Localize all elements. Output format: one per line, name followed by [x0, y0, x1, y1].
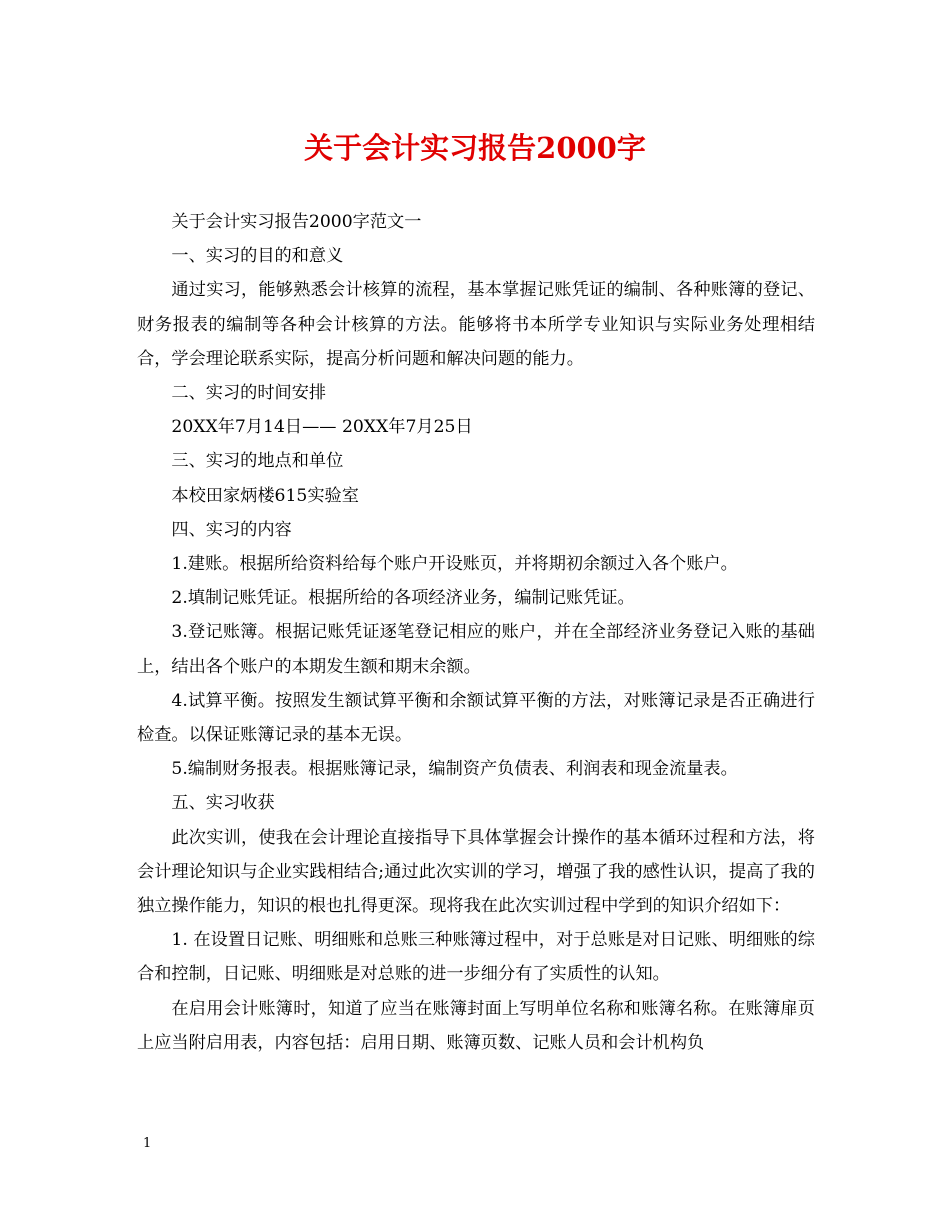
list-item: 1. 在设置日记账、明细账和总账三种账簿过程中，对于总账是对日记账、明细账的综合和控制，日记账、明细账是对总账的进一步细分有了实质性的认知。	[137, 930, 815, 985]
list-item: 2.填制记账凭证。根据所给的各项经济业务，编制记账凭证。	[171, 588, 635, 609]
section-heading: 一、实习的目的和意义	[171, 246, 344, 267]
document-body	[137, 205, 815, 1060]
paragraph: 20XX年7月14日—— 20XX年7月25日	[171, 417, 473, 438]
paragraph: 通过实习，能够熟悉会计核算的流程，基本掌握记账凭证的编制、各种账簿的登记、财务报表的编制等各种会计核算的方法。能够将书本所学专业知识与实际业务处理相结合，学会理论联系实际，提高分析问题和解决问题的能力。	[137, 280, 815, 369]
section-heading: 二、实习的时间安排	[171, 383, 327, 404]
page-number: 1	[143, 1136, 152, 1151]
section-heading: 五、实习收获	[171, 793, 275, 814]
section-heading: 四、实习的内容	[171, 519, 292, 540]
paragraph: 本校田家炳楼615实验室	[171, 485, 359, 506]
list-item: 4.试算平衡。按照发生额试算平衡和余额试算平衡的方法，对账簿记录是否正确进行检查。以保证账簿记录的基本无误。	[137, 690, 815, 746]
paragraph: 此次实训，使我在会计理论直接指导下具体掌握会计操作的基本循环过程和方法，将会计理论知识与企业实践相结合;通过此次实训的学习，增强了我的感性认识，提高了我的独立操作能力，知识的根也扎得更深。现将我在此次实训过程中学到的知识介绍如下：	[137, 827, 815, 917]
list-item: 3.登记账簿。根据记账凭证逐笔登记相应的账户，并在全部经济业务登记入账的基础上，结出各个账户的本期发生额和期末余额。	[137, 622, 815, 677]
paragraph: 在启用会计账簿时，知道了应当在账簿封面上写明单位名称和账簿名称。在账簿扉页上应当附启用表，内容包括：启用日期、账簿页数、记账人员和会计机构负	[137, 998, 815, 1053]
section-heading: 三、实习的地点和单位	[171, 451, 344, 472]
list-item: 1.建账。根据所给资料给每个账户开设账页，并将期初余额过入各个账户。	[171, 554, 738, 575]
document-title: 关于会计实习报告2000字	[304, 131, 646, 165]
paragraph: 关于会计实习报告2000字范文一	[171, 212, 422, 232]
list-item: 5.编制财务报表。根据账簿记录，编制资产负债表、利润表和现金流量表。	[171, 759, 738, 780]
